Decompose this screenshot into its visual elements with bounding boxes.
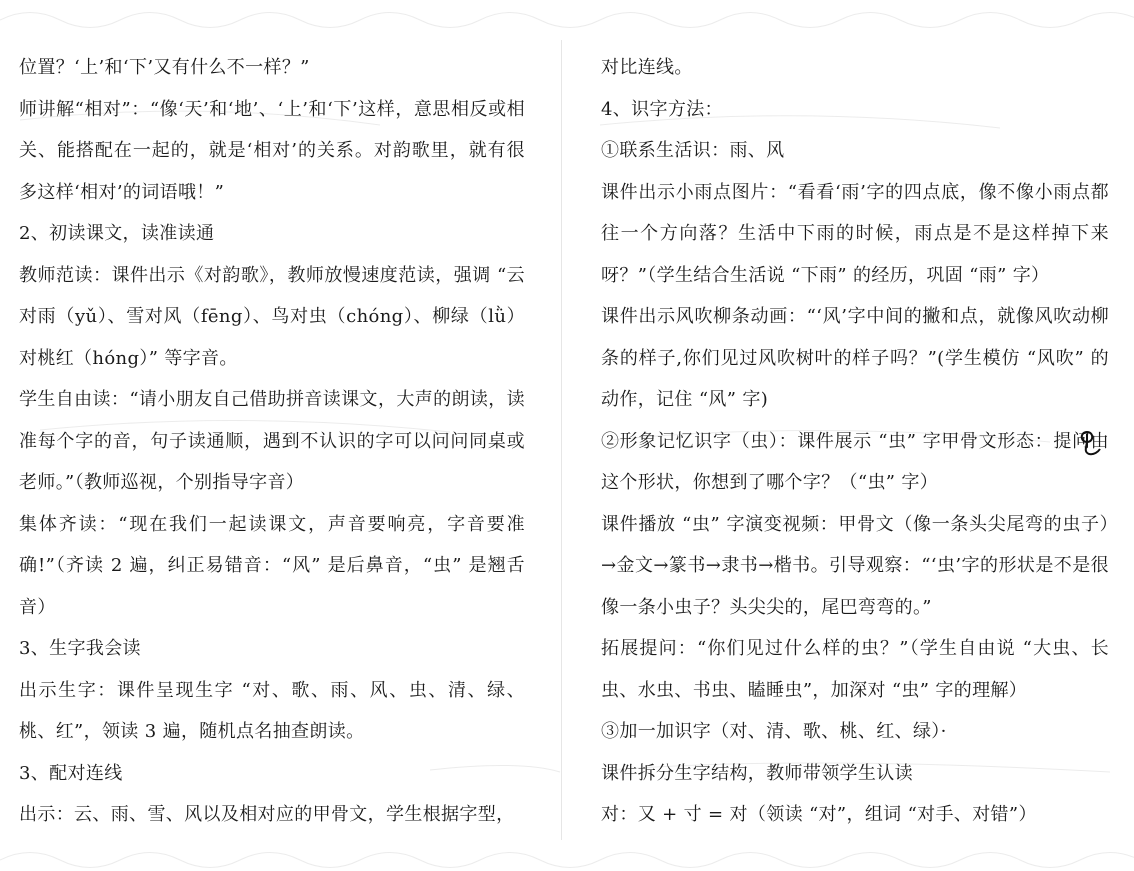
left-paragraph-4: 学生自由读：“请小朋友自己借助拼音读课文，大声的朗读，读准每个字的音，句子读通顺，遇到不认识的字可以问问同桌或老师。”（教师巡视，个别指导字音）	[19, 389, 525, 493]
column-divider	[561, 40, 562, 840]
left-paragraph-2: 师讲解“相对”：“像‘天’和‘地’、‘上’和‘下’这样，意思相反或相关、能搭配在一起的，就是‘相对’的关系。对韵歌里，就有很多这样‘相对’的词语哦！”	[19, 98, 525, 203]
right-paragraph-4: 课件播放 “虫” 字演变视频：甲骨文（像一条头尖尾弯的虫子）→金文→篆书→隶书→楷书。引导观察：“‘虫’字的形状是不是很像一条小虫子？头尖尖的，尾巴弯弯的。”	[601, 513, 1109, 618]
right-paragraph-5: 拓展提问：“你们见过什么样的虫？”（学生自由说 “大虫、长虫、水虫、书虫、瞌睡虫”，加深对 “虫” 字的理解）	[601, 638, 1109, 701]
right-subheading-1: ①联系生活识：雨、风	[601, 140, 785, 161]
left-paragraph-7: 出示：云、雨、雪、风以及相对应的甲骨文，学生根据字型，	[19, 804, 515, 825]
left-heading-3a: 3、生字我会读	[19, 638, 141, 659]
right-heading-4: 4、识字方法：	[601, 98, 723, 120]
left-paragraph-5: 集体齐读：“现在我们一起读课文，声音要响亮，字音要准确!”（齐读 2 遍，纠正易错音：“风” 是后鼻音，“虫” 是翘舌音）	[19, 513, 525, 618]
left-heading-3b: 3、配对连线	[19, 762, 123, 784]
right-paragraph-6: 课件拆分生字结构，教师带领学生认读	[601, 762, 913, 784]
right-paragraph-2: 课件出示小雨点图片：“看看‘雨’字的四点底，像不像小雨点都往一个方向落？生活中下雨的时候，雨点是不是这样掉下来呀？”（学生结合生活说 “下雨” 的经历，巩固 “雨” 字）	[601, 181, 1109, 286]
left-heading-2: 2、初读课文，读准读通	[19, 223, 215, 244]
right-subheading-3: ③加一加识字（对、清、歌、桃、红、绿）·	[601, 721, 947, 742]
right-subheading-2: ②形象记忆识字（虫）：课件展示 “虫” 字甲骨文形态：提问由这个形状，你想到了哪个字？（“虫” 字）	[601, 430, 1109, 493]
right-paragraph-7: 对：又 + 寸 = 对（领读 “对”，组词 “对手、对错”）	[601, 804, 1037, 825]
left-paragraph-6: 出示生字：课件呈现生字 “对、歌、雨、风、虫、清、绿、桃、红”，领读 3 遍，随机点名抽查朗读。	[19, 679, 525, 742]
left-paragraph-3: 教师范读：课件出示《对韵歌》，教师放慢速度范读，强调 “云对雨（yǔ）、雪对风（fēng）、鸟对虫（chóng）、柳绿（lǜ）对桃红（hóng）” 等字音。	[19, 264, 525, 369]
left-column	[19, 47, 525, 836]
oracle-bone-insect-glyph-icon	[1076, 426, 1102, 456]
right-column	[601, 47, 1109, 836]
right-paragraph-3: 课件出示风吹柳条动画：“‘风’字中间的撇和点，就像风吹动柳条的样子,你们见过风吹树叶的样子吗？”(学生模仿 “风吹” 的动作，记住 “风” 字)	[601, 306, 1109, 410]
right-paragraph-1: 对比连线。	[601, 57, 693, 78]
left-paragraph-1: 位置？‘上’和‘下’又有什么不一样？”	[19, 57, 310, 78]
